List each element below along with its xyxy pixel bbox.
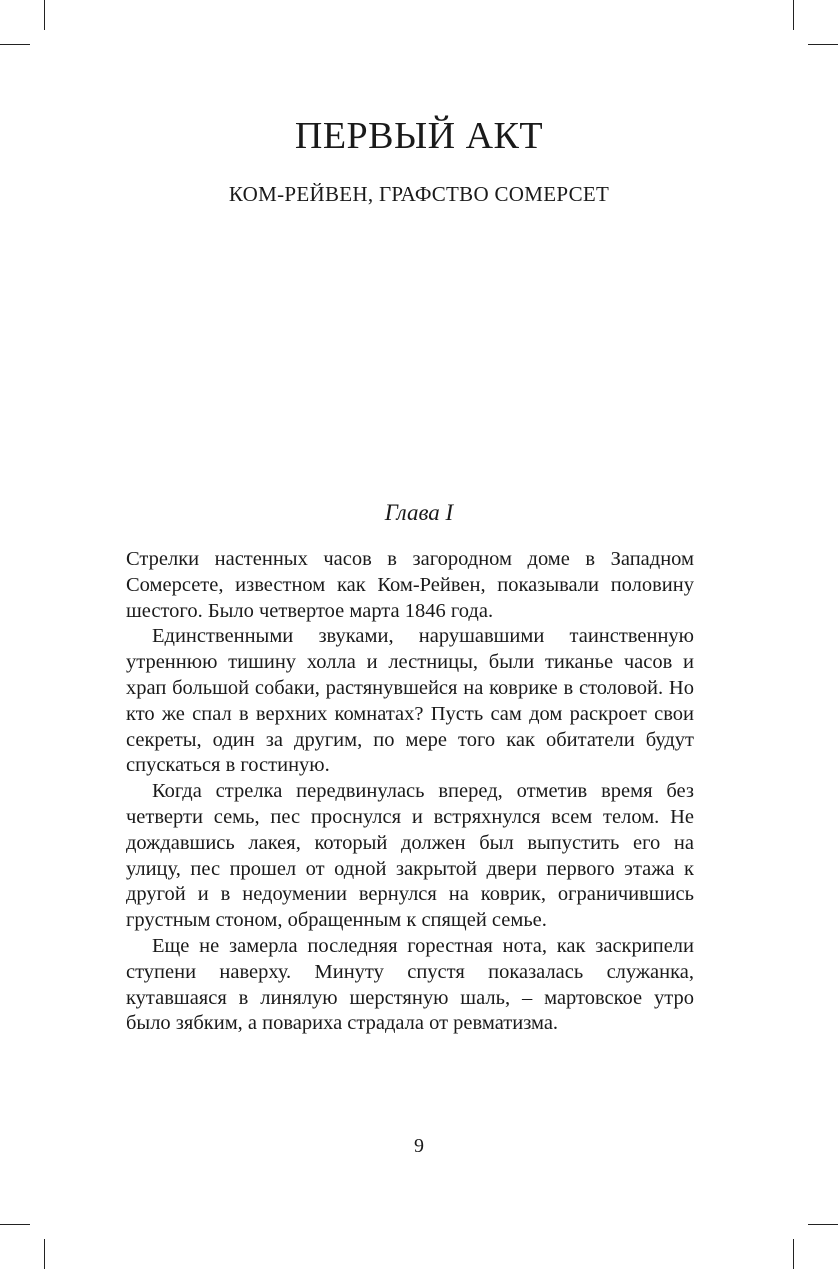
paragraph: Когда стрелка передвинулась вперед, отметив время без четверти семь, пес проснулся и встряхнулся всем телом. Не дождавшись лакея, который должен был выпустить его на улицу, пес прошел от одной закрытой двери первого этажа к другой и в недоумении вернулся на коврик, ограничившись грустным стоном, обращенным к спящей семье. [126, 780, 694, 932]
crop-mark-top-right-vertical [793, 0, 794, 30]
paragraph: Стрелки настенных часов в загородном доме в Западном Сомерсете, известном как Ком-Рейвен, показывали половину шестого. Было четвертое марта 1846 года. [126, 548, 694, 622]
crop-mark-top-right-horizontal [808, 44, 838, 45]
paragraph: Единственными звуками, нарушавшими таинственную утреннюю тишину холла и лестницы, были тиканье часов и храп большой собаки, растянувшейся на коврике в столовой. Но кто же спал в верхних комнатах? Пусть сам дом раскроет свои секреты, один за другим, по мере того как обитатели будут спускаться в гостиную. [126, 625, 694, 777]
crop-mark-top-left-vertical [44, 0, 45, 30]
chapter-body [126, 547, 694, 1037]
crop-mark-bottom-left-horizontal [0, 1224, 30, 1225]
paragraph: Еще не замерла последняя горестная нота, как заскрипели ступени наверху. Минуту спустя показалась служанка, кутавшаяся в линялую шерстяную шаль, – мартовское утро было зябким, а повариха страдала от ревматизма. [126, 934, 694, 1035]
crop-mark-bottom-right-horizontal [808, 1224, 838, 1225]
chapter-title: Глава I [384, 500, 454, 525]
page-number: 9 [414, 1135, 424, 1157]
crop-mark-bottom-right-vertical [793, 1239, 794, 1269]
crop-mark-bottom-left-vertical [44, 1239, 45, 1269]
crop-mark-top-left-horizontal [0, 44, 30, 45]
act-title: ПЕРВЫЙ АКТ [294, 115, 544, 157]
act-subtitle: КОМ-РЕЙВЕН, ГРАФСТВО СОМЕРСЕТ [228, 182, 610, 206]
